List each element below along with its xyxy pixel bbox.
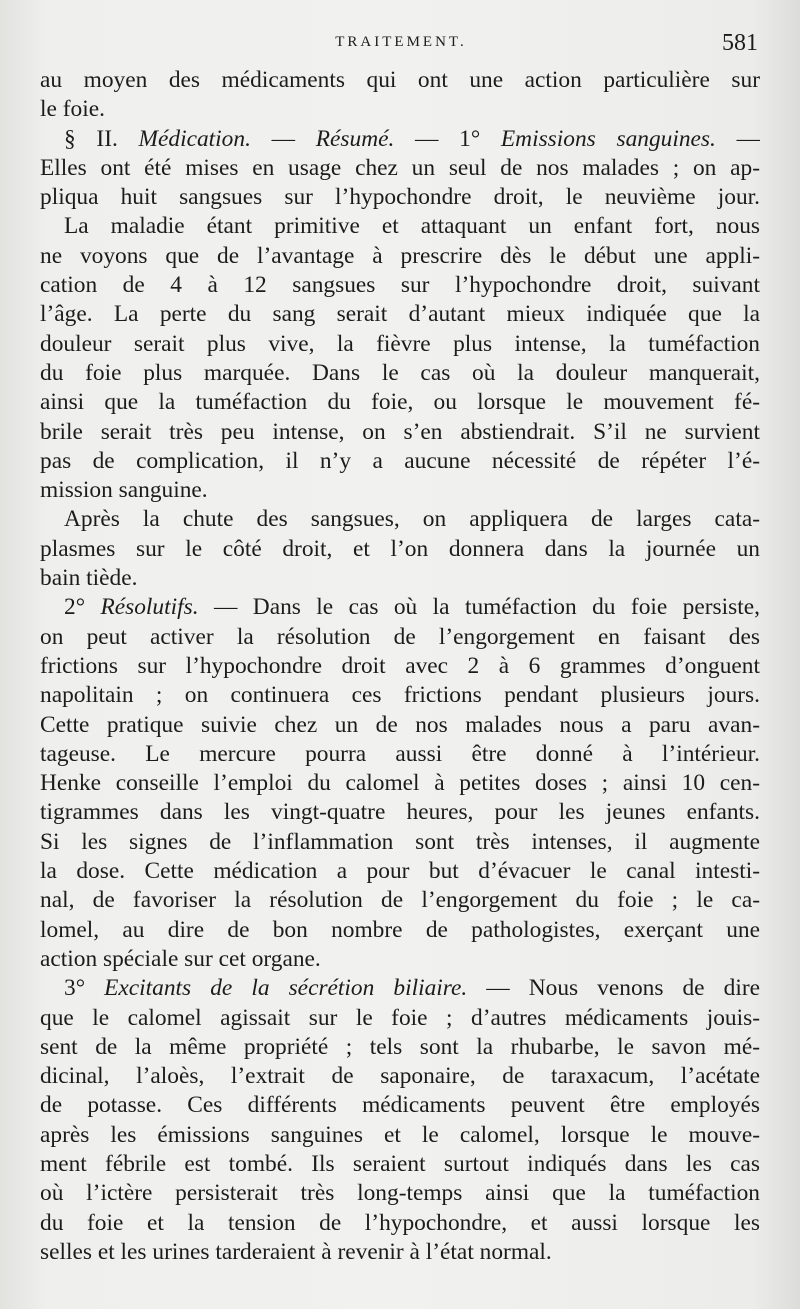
text-line: le foie. bbox=[40, 96, 105, 123]
text-line: où l’ictère persisterait très long-temps ainsi que la tuméfaction bbox=[40, 1180, 760, 1207]
text-line: pliqua huit sangsues sur l’hypochondre droit, le neuvième jour. bbox=[40, 184, 760, 211]
text-line: pas de complication, il n’y a aucune nécessité de répéter l’é- bbox=[40, 447, 760, 474]
text-line: napolitain ; on continuera ces frictions pendant plusieurs jours. bbox=[40, 682, 760, 709]
running-head: TRAITEMENT. bbox=[335, 34, 467, 50]
text-line: 2° Résolutifs. — Dans le cas où la tuméfaction du foie persiste, bbox=[64, 594, 760, 621]
text-line: lomel, au dire de bon nombre de pathologistes, exerçant une bbox=[40, 916, 760, 943]
text-line: du foie et la tension de l’hypochondre, et aussi lorsque les bbox=[40, 1209, 760, 1236]
text-line: dicinal, l’aloès, l’extrait de saponaire, de taraxacum, l’acétate bbox=[40, 1063, 760, 1090]
text-line: Cette pratique suivie chez un de nos malades nous a paru avan- bbox=[40, 711, 760, 738]
text-line: l’âge. La perte du sang serait d’autant mieux indiquée que la bbox=[40, 301, 760, 328]
text-line: 3° Excitants de la sécrétion biliaire. — Nous venons de dire bbox=[64, 975, 760, 1002]
text-line: tageuse. Le mercure pourra aussi être donné à l’intérieur. bbox=[40, 740, 760, 767]
page-header bbox=[40, 28, 762, 68]
text-line: selles et les urines tarderaient à revenir à l’état normal. bbox=[40, 1238, 552, 1265]
text-line: au moyen des médicaments qui ont une action particulière sur bbox=[40, 67, 760, 93]
text-line: que le calomel agissait sur le foie ; d’autres médicaments jouis- bbox=[40, 1004, 760, 1031]
text-line: ment fébrile est tombé. Ils seraient surtout indiqués dans les cas bbox=[40, 1150, 760, 1177]
text-line: ne voyons que de l’avantage à prescrire dès le début une appli- bbox=[40, 242, 760, 269]
text-line: on peut activer la résolution de l’engorgement en faisant des bbox=[40, 623, 760, 650]
text-line: de potasse. Ces différents médicaments peuvent être employés bbox=[40, 1092, 760, 1119]
text-line: douleur serait plus vive, la fièvre plus intense, la tuméfaction bbox=[40, 330, 760, 357]
text-line: plasmes sur le côté droit, et l’on donnera dans la journée un bbox=[40, 535, 760, 562]
text-line: brile serait très peu intense, on s’en abstiendrait. S’il ne survient bbox=[40, 418, 760, 445]
text-line: action spéciale sur cet organe. bbox=[40, 945, 321, 972]
text-line: Elles ont été mises en usage chez un seul de nos malades ; on ap- bbox=[40, 154, 760, 181]
text-line: bain tiède. bbox=[40, 565, 138, 592]
page-number: 581 bbox=[722, 30, 758, 56]
text-line: la dose. Cette médication a pour but d’évacuer le canal intesti- bbox=[40, 858, 760, 885]
text-line: Henke conseille l’emploi du calomel à petites doses ; ainsi 10 cen- bbox=[40, 770, 760, 797]
text-line: Après la chute des sangsues, on appliquera de larges cata- bbox=[64, 506, 760, 533]
text-line: Si les signes de l’inflammation sont très intenses, il augmente bbox=[40, 828, 760, 855]
text-line: ainsi que la tuméfaction du foie, ou lorsque le mouvement fé- bbox=[40, 389, 760, 416]
text-line: tigrammes dans les vingt-quatre heures, pour les jeunes enfants. bbox=[40, 799, 760, 826]
text-line: mission sanguine. bbox=[40, 477, 208, 504]
text-line: cation de 4 à 12 sangsues sur l’hypochondre droit, suivant bbox=[40, 272, 760, 299]
text-line: nal, de favoriser la résolution de l’engorgement du foie ; le ca- bbox=[40, 887, 760, 914]
text-line: frictions sur l’hypochondre droit avec 2 à 6 grammes d’onguent bbox=[40, 652, 760, 679]
text-line: § II. Médication. — Résumé. — 1° Emissions sanguines. — bbox=[64, 125, 760, 152]
text-line: après les émissions sanguines et le calomel, lorsque le mouve- bbox=[40, 1121, 760, 1148]
text-line: du foie plus marquée. Dans le cas où la douleur manquerait, bbox=[40, 359, 760, 386]
body-text bbox=[40, 66, 760, 1267]
text-line: sent de la même propriété ; tels sont la rhubarbe, le savon mé- bbox=[40, 1033, 760, 1060]
text-line: La maladie étant primitive et attaquant un enfant fort, nous bbox=[64, 213, 760, 240]
